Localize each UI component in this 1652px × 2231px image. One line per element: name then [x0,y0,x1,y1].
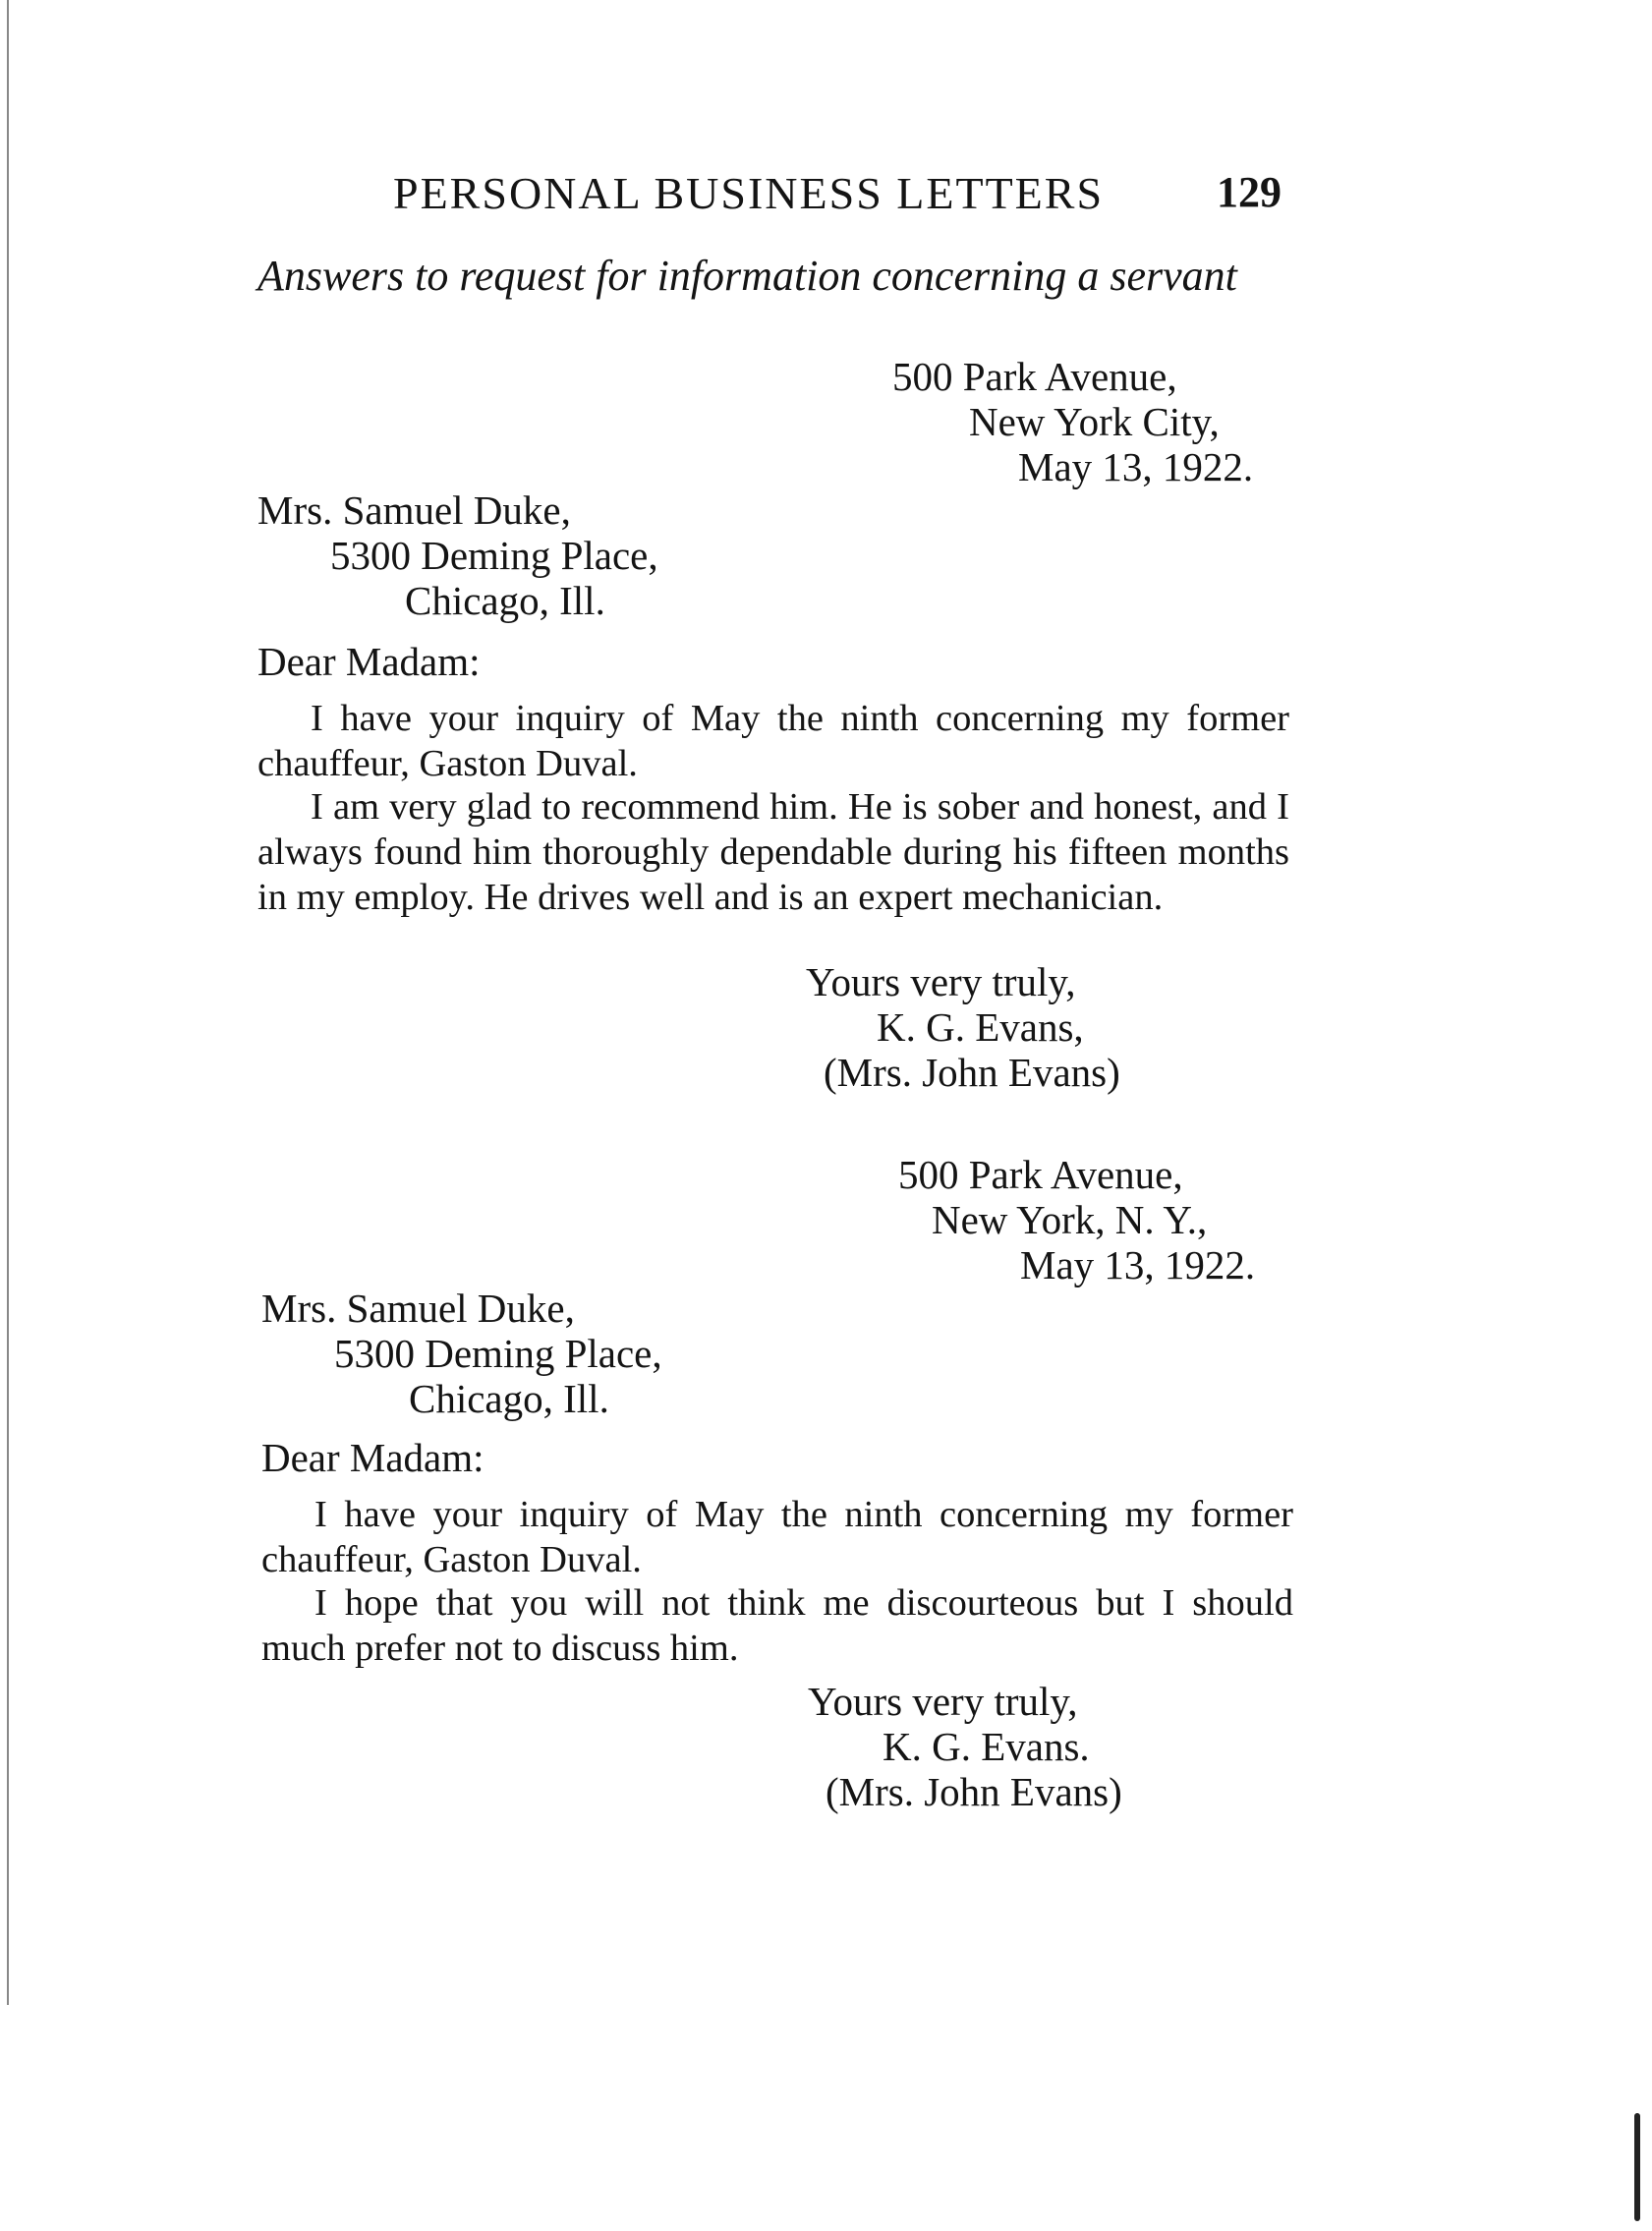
signer-name: (Mrs. John Evans) [824,1050,1120,1095]
sender-address-line: 500 Park Avenue, [892,354,1177,399]
sender-address-line: New York, N. Y., [932,1197,1208,1242]
letter-paragraph: I hope that you will not think me discourteous but I should much prefer not to discuss him. [261,1582,1293,1669]
sender-address-line: 500 Park Avenue, [898,1152,1183,1197]
letter-date: May 13, 1922. [1018,444,1254,489]
salutation: Dear Madam: [261,1435,484,1480]
salutation: Dear Madam: [257,639,481,684]
margin-line [7,0,9,2005]
recipient-address-line: 5300 Deming Place, [334,1331,662,1376]
recipient-address-line: 5300 Deming Place, [330,533,658,578]
recipient-address-line: Chicago, Ill. [405,578,605,623]
signature: K. G. Evans. [883,1724,1090,1769]
recipient-address-line: Mrs. Samuel Duke, [257,487,571,533]
recipient-address-line: Mrs. Samuel Duke, [261,1286,575,1331]
scan-edge-mark [1634,2113,1640,2221]
signer-name: (Mrs. John Evans) [826,1769,1122,1814]
sender-address-line: New York City, [969,399,1220,444]
section-title: Answers to request for information concerning a servant [257,252,1237,300]
page-number: 129 [1217,168,1282,216]
running-head: PERSONAL BUSINESS LETTERS [393,168,1105,218]
letter-date: May 13, 1922. [1020,1242,1256,1287]
closing-line: Yours very truly, [806,959,1076,1004]
closing-line: Yours very truly, [808,1679,1078,1724]
signature: K. G. Evans, [877,1004,1084,1050]
recipient-address-line: Chicago, Ill. [409,1376,609,1421]
letter-paragraph: I am very glad to recommend him. He is sober and honest, and I always found him thoroughly dependable during his fifteen months in my employ. He drives well and is an expert mechanician. [257,786,1289,918]
letter-paragraph: I have your inquiry of May the ninth concerning my former chauffeur, Gaston Duval. [261,1494,1293,1580]
letter-paragraph: I have your inquiry of May the ninth concerning my former chauffeur, Gaston Duval. [257,698,1289,784]
